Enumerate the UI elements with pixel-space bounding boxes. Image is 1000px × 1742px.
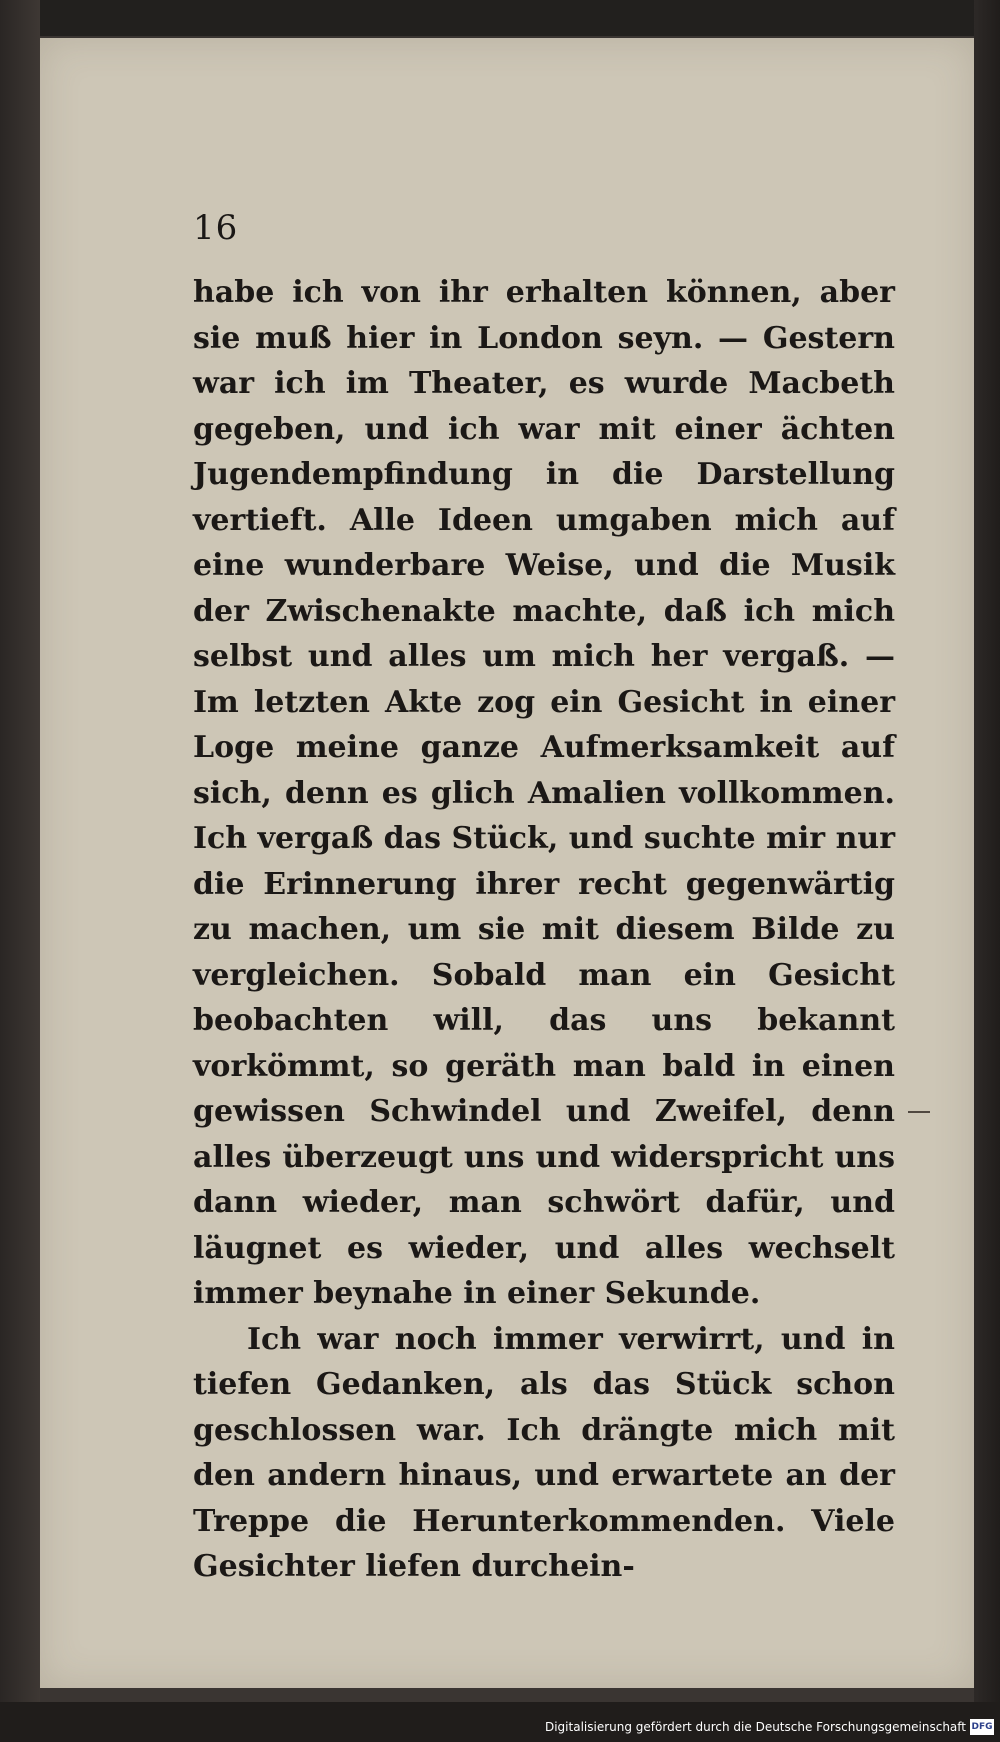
scan-left-border [0, 0, 40, 1742]
digitization-credit: Digitalisierung gefördert durch die Deutsche Forschungsgemeinschaft [544, 1720, 966, 1734]
page-text [193, 270, 895, 1590]
paragraph-1: habe ich von ihr erhalten können, aber sie muß hier in London seyn. — Gestern war ich im Theater, es wurde Macbeth gegeben, und ich war mit einer ächten Jugendempfindung in die Darstellung vertieft. Alle Ideen umgaben mich auf eine wunderbare Weise, und die Musik der Zwischenakte machte, daß ich mich selbst und alles um mich her vergaß. — Im letzten Akte zog ein Gesicht in einer Loge meine ganze Aufmerksamkeit auf sich, denn es glich Amalien vollkommen. Ich vergaß das Stück, und suchte mir nur die Erinnerung ihrer recht gegenwärtig zu machen, um sie mit diesem Bilde zu vergleichen. Sobald man ein Gesicht beobachten will, das uns bekannt vorkömmt, so geräth man bald in einen gewissen Schwindel und Zweifel, denn alles überzeugt uns und widerspricht uns dann wieder, man schwört dafür, und läugnet es wieder, und alles wechselt immer beynahe in einer Sekunde. [193, 275, 895, 1311]
scan-top-border [0, 0, 1000, 36]
footer-band [0, 1702, 1000, 1742]
margin-mark [908, 1111, 930, 1113]
dfg-logo-icon: DFG [970, 1719, 994, 1735]
scan-right-border [974, 0, 1000, 1742]
page-number: 16 [193, 208, 239, 248]
paragraph-2: Ich war noch immer verwirrt, und in tiefen Gedanken, als das Stück schon geschlossen war. Ich drängte mich mit den andern hinaus, und erwartete an der Treppe die Herunterkommenden. Viele Gesichter liefen durchein- [193, 1321, 895, 1584]
book-page [40, 38, 974, 1688]
